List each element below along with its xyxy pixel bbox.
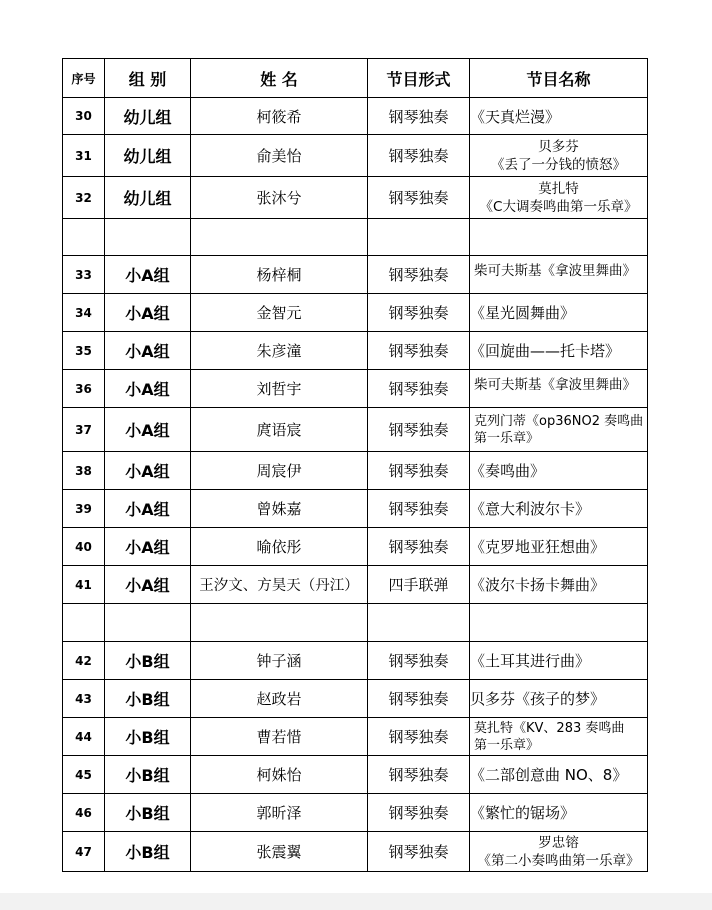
row-form: 钢琴独奏 [368, 490, 470, 528]
row-name: 俞美怡 [191, 135, 368, 177]
row-title: 柴可夫斯基《拿波里舞曲》 [470, 256, 648, 294]
table-row [63, 177, 648, 219]
row-title: 罗忠镕 《第二小奏鸣曲第一乐章》 [470, 832, 648, 872]
row-name: 刘哲宇 [191, 370, 368, 408]
row-num: 41 [63, 566, 105, 604]
row-group: 小A组 [105, 370, 191, 408]
table-row [63, 332, 648, 370]
row-title: 《回旋曲——托卡塔》 [470, 332, 648, 370]
program-table [62, 58, 648, 872]
row-name: 张震翼 [191, 832, 368, 872]
row-form: 钢琴独奏 [368, 177, 470, 219]
row-group: 小A组 [105, 408, 191, 452]
row-group: 小A组 [105, 332, 191, 370]
table-row [63, 490, 648, 528]
row-title: 克列门蒂《op36NO2 奏鸣曲 第一乐章》 [470, 408, 648, 452]
row-num: 37 [63, 408, 105, 452]
row-group: 小B组 [105, 680, 191, 718]
row-group: 小A组 [105, 452, 191, 490]
row-name: 曾姝嘉 [191, 490, 368, 528]
row-name: 喻依彤 [191, 528, 368, 566]
row-group: 小A组 [105, 490, 191, 528]
blank-row [63, 604, 648, 642]
row-num: 36 [63, 370, 105, 408]
table-row [63, 566, 648, 604]
page-bottom-strip [0, 893, 712, 910]
row-num: 31 [63, 135, 105, 177]
row-group: 幼儿组 [105, 135, 191, 177]
row-num: 43 [63, 680, 105, 718]
row-title: 《土耳其进行曲》 [470, 642, 648, 680]
table-row [63, 452, 648, 490]
blank-row [63, 219, 648, 256]
row-name: 周宸伊 [191, 452, 368, 490]
row-name: 曹若惜 [191, 718, 368, 756]
header-form: 节目形式 [368, 59, 470, 98]
row-form: 四手联弹 [368, 566, 470, 604]
row-form: 钢琴独奏 [368, 256, 470, 294]
row-form: 钢琴独奏 [368, 370, 470, 408]
row-group: 小B组 [105, 642, 191, 680]
row-form: 钢琴独奏 [368, 794, 470, 832]
header-row [63, 59, 648, 98]
row-name: 庹语宸 [191, 408, 368, 452]
row-title: 《克罗地亚狂想曲》 [470, 528, 648, 566]
row-group: 小B组 [105, 718, 191, 756]
row-name: 杨梓桐 [191, 256, 368, 294]
row-form: 钢琴独奏 [368, 408, 470, 452]
row-num: 32 [63, 177, 105, 219]
header-group: 组 别 [105, 59, 191, 98]
row-form: 钢琴独奏 [368, 756, 470, 794]
row-num: 44 [63, 718, 105, 756]
row-title: 《天真烂漫》 [470, 98, 648, 135]
table-row [63, 680, 648, 718]
row-title: 莫扎特 《C大调奏鸣曲第一乐章》 [470, 177, 648, 219]
table-row [63, 135, 648, 177]
row-group: 小B组 [105, 794, 191, 832]
table-row [63, 756, 648, 794]
row-num: 35 [63, 332, 105, 370]
row-group: 小A组 [105, 294, 191, 332]
header-title: 节目名称 [470, 59, 648, 98]
table-row [63, 408, 648, 452]
row-form: 钢琴独奏 [368, 452, 470, 490]
row-num: 38 [63, 452, 105, 490]
table-row [63, 528, 648, 566]
row-form: 钢琴独奏 [368, 680, 470, 718]
row-group: 小A组 [105, 528, 191, 566]
row-group: 小A组 [105, 256, 191, 294]
table-row [63, 256, 648, 294]
header-num: 序号 [63, 59, 105, 98]
row-num: 34 [63, 294, 105, 332]
row-form: 钢琴独奏 [368, 832, 470, 872]
table-row [63, 642, 648, 680]
row-title: 《星光圆舞曲》 [470, 294, 648, 332]
table-row [63, 294, 648, 332]
row-name: 钟子涵 [191, 642, 368, 680]
row-form: 钢琴独奏 [368, 718, 470, 756]
row-name: 张沐兮 [191, 177, 368, 219]
row-group: 幼儿组 [105, 177, 191, 219]
row-title: 贝多芬《孩子的梦》 [470, 680, 648, 718]
row-title: 《意大利波尔卡》 [470, 490, 648, 528]
row-name: 郭昕泽 [191, 794, 368, 832]
row-num: 30 [63, 98, 105, 135]
row-title: 贝多芬 《丢了一分钱的愤怒》 [470, 135, 648, 177]
row-name: 柯姝怡 [191, 756, 368, 794]
row-num: 40 [63, 528, 105, 566]
row-form: 钢琴独奏 [368, 332, 470, 370]
row-group: 小B组 [105, 832, 191, 872]
row-title: 《繁忙的锯场》 [470, 794, 648, 832]
row-title: 《波尔卡扬卡舞曲》 [470, 566, 648, 604]
header-name: 姓 名 [191, 59, 368, 98]
row-form: 钢琴独奏 [368, 294, 470, 332]
row-form: 钢琴独奏 [368, 135, 470, 177]
table-row [63, 370, 648, 408]
row-num: 45 [63, 756, 105, 794]
row-name: 朱彦潼 [191, 332, 368, 370]
row-num: 42 [63, 642, 105, 680]
row-group: 幼儿组 [105, 98, 191, 135]
row-form: 钢琴独奏 [368, 98, 470, 135]
table-row [63, 718, 648, 756]
row-name: 赵政岩 [191, 680, 368, 718]
row-num: 39 [63, 490, 105, 528]
row-name: 金智元 [191, 294, 368, 332]
row-num: 47 [63, 832, 105, 872]
row-name: 柯筱希 [191, 98, 368, 135]
table-row [63, 832, 648, 872]
table-row [63, 794, 648, 832]
row-num: 46 [63, 794, 105, 832]
row-title: 《二部创意曲 NO、8》 [470, 756, 648, 794]
row-title: 《奏鸣曲》 [470, 452, 648, 490]
row-num: 33 [63, 256, 105, 294]
row-title: 莫扎特《KV、283 奏鸣曲 第一乐章》 [470, 718, 648, 756]
row-group: 小B组 [105, 756, 191, 794]
row-form: 钢琴独奏 [368, 528, 470, 566]
row-title: 柴可夫斯基《拿波里舞曲》 [470, 370, 648, 408]
row-name: 王汐文、方昊天（丹江） [191, 566, 368, 604]
row-group: 小A组 [105, 566, 191, 604]
table-row [63, 98, 648, 135]
row-form: 钢琴独奏 [368, 642, 470, 680]
